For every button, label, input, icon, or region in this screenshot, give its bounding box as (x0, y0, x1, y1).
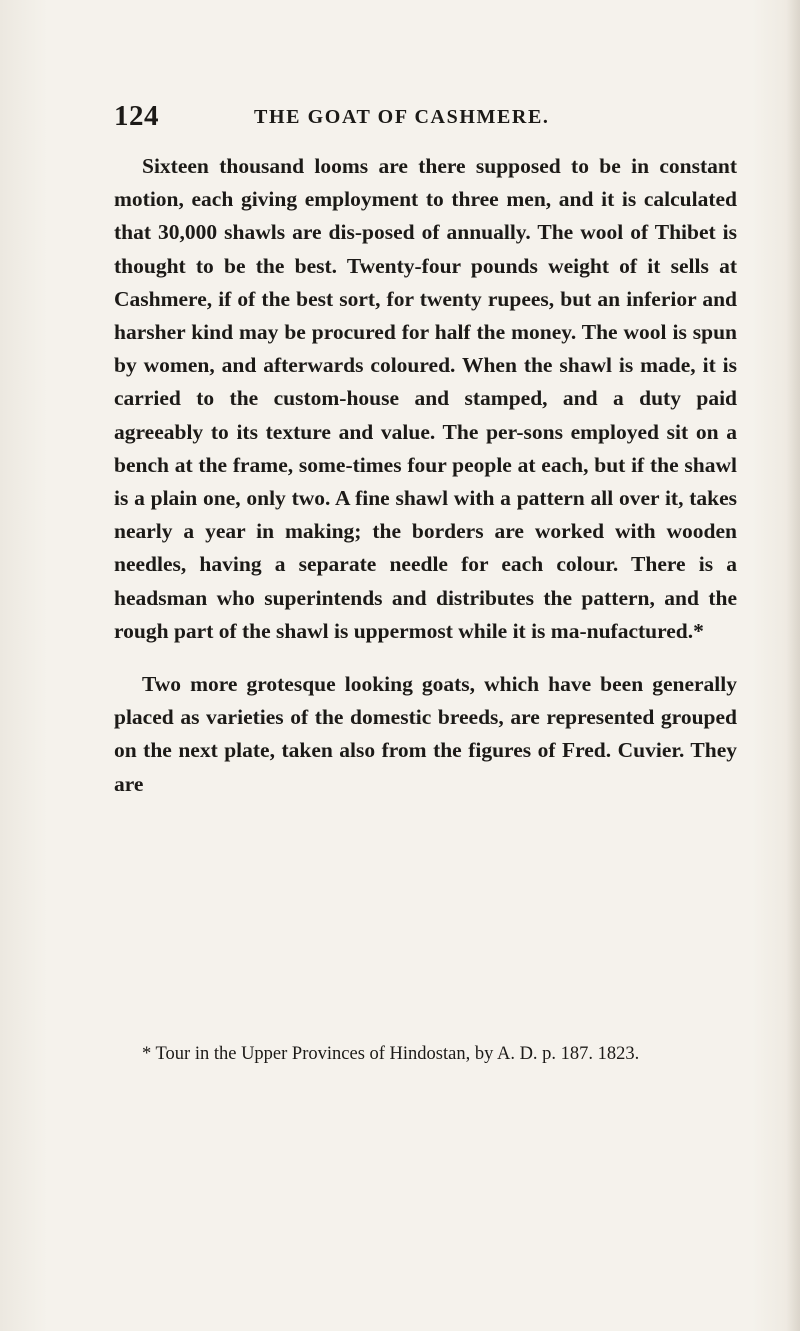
footnote (114, 1043, 737, 1065)
page-number: 124 (114, 100, 159, 132)
body-text (114, 150, 737, 801)
page-edge-shadow (786, 0, 800, 1331)
paragraph-1: Sixteen thousand looms are there supposed to be in constant motion, each giving employment to three men, and it is calculated that 30,000 shawls are dis-posed of annually. The wool of Thibet is thought to be the best. Twenty-four pounds weight of it sells at Cashmere, if of the best sort, for twenty rupees, but an inferior and harsher kind may be procured for half the money. The wool is spun by women, and afterwards coloured. When the shawl is made, it is carried to the custom-house and stamped, and a duty paid agreeably to its texture and value. The per-sons employed sit on a bench at the frame, some-times four people at each, but if the shawl is a plain one, only two. A fine shawl with a pattern all over it, takes nearly a year in making; the borders are worked with wooden needles, having a separate needle for each colour. There is a headsman who superintends and distributes the pattern, and the rough part of the shawl is uppermost while it is ma-nufactured.* (114, 154, 737, 643)
running-head (114, 100, 714, 136)
running-title: THE GOAT OF CASHMERE. (254, 106, 550, 128)
footnote-text: * Tour in the Upper Provinces of Hindostan, by A. D. p. 187. 1823. (142, 1044, 640, 1064)
paragraph-2: Two more grotesque looking goats, which have been generally placed as varieties of the domestic breeds, are represented grouped on the next plate, taken also from the figures of Fred. Cuvier. They are (114, 672, 737, 796)
